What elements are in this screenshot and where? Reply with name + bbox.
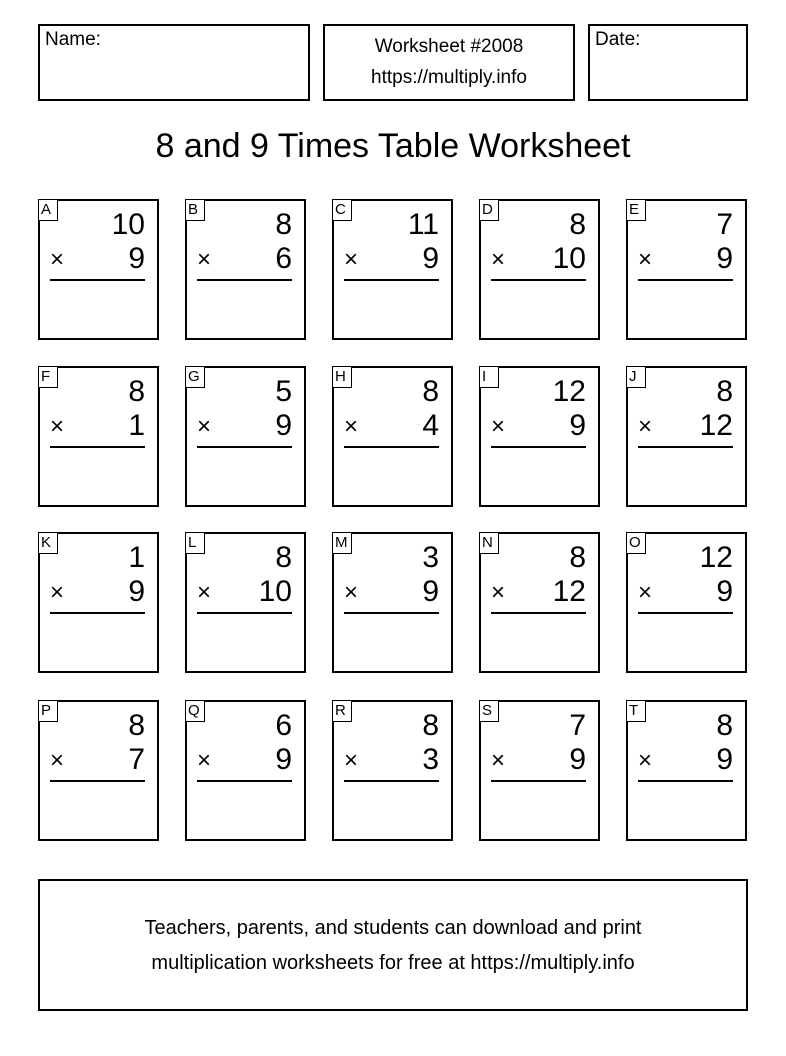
multiplier: 6 [275,242,292,275]
times-sign: × [344,747,359,774]
multiplier: 9 [422,242,439,275]
problem-card [38,532,159,673]
multiplier: 9 [422,575,439,608]
problem-card [185,532,306,673]
multiplicand: 6 [275,709,292,742]
problem-letter: L [185,532,205,554]
multiplicand: 10 [111,208,145,241]
multiplicand: 8 [275,541,292,574]
times-sign: × [50,246,65,273]
multiplicand: 5 [275,375,292,408]
answer-line [50,780,145,782]
multiplier: 9 [128,575,145,608]
problem-letter: T [626,700,646,722]
problem-card [626,700,747,841]
answer-line [50,612,145,614]
multiplicand: 8 [128,375,145,408]
answer-line [50,446,145,448]
answer-line [638,612,733,614]
problem-card [332,532,453,673]
worksheet-url: https://multiply.info [371,67,527,88]
multiplicand: 8 [569,541,586,574]
answer-line [491,446,586,448]
times-sign: × [638,246,653,273]
problem-card [626,366,747,507]
multiplicand: 7 [569,709,586,742]
times-sign: × [638,747,653,774]
times-sign: × [491,413,506,440]
problem-card [479,199,600,340]
times-sign: × [197,579,212,606]
problem-letter: C [332,199,352,221]
problem-letter: E [626,199,646,221]
multiplier: 9 [569,409,586,442]
answer-line [344,279,439,281]
times-sign: × [344,246,359,273]
multiplier: 9 [716,242,733,275]
multiplicand: 12 [552,375,586,408]
answer-line [197,446,292,448]
answer-line [50,279,145,281]
problem-letter: Q [185,700,205,722]
times-sign: × [50,413,65,440]
multiplier: 10 [258,575,292,608]
multiplicand: 11 [407,208,439,241]
answer-line [638,279,733,281]
answer-line [638,780,733,782]
problem-card [332,700,453,841]
answer-line [197,780,292,782]
answer-line [638,446,733,448]
problem-card [332,366,453,507]
problem-letter: H [332,366,352,388]
answer-line [344,780,439,782]
problem-card [38,366,159,507]
problem-card [626,532,747,673]
multiplier: 3 [422,743,439,776]
multiplier: 9 [716,575,733,608]
answer-line [491,780,586,782]
times-sign: × [197,747,212,774]
footer-box [38,879,748,1011]
problem-letter: D [479,199,499,221]
problem-letter: B [185,199,205,221]
answer-line [344,612,439,614]
problem-letter: A [38,199,58,221]
times-sign: × [50,747,65,774]
answer-line [197,279,292,281]
multiplier: 10 [552,242,586,275]
times-sign: × [638,413,653,440]
problem-letter: K [38,532,58,554]
problem-card [479,532,600,673]
times-sign: × [491,579,506,606]
times-sign: × [491,246,506,273]
name-label: Name: [45,29,101,50]
multiplicand: 12 [699,541,733,574]
problem-letter: J [626,366,646,388]
problem-letter: O [626,532,646,554]
problem-card [38,199,159,340]
multiplier: 9 [275,743,292,776]
problem-card [185,199,306,340]
date-label: Date: [595,29,641,50]
problem-card [332,199,453,340]
answer-line [344,446,439,448]
multiplier: 9 [128,242,145,275]
multiplier: 1 [128,409,145,442]
multiplier: 12 [699,409,733,442]
multiplicand: 8 [716,709,733,742]
problem-letter: N [479,532,499,554]
problem-letter: G [185,366,205,388]
problem-card [38,700,159,841]
multiplier: 12 [552,575,586,608]
times-sign: × [50,579,65,606]
problem-card [185,366,306,507]
answer-line [197,612,292,614]
problem-letter: F [38,366,58,388]
problem-card [479,700,600,841]
times-sign: × [197,413,212,440]
multiplicand: 8 [422,709,439,742]
problem-card [479,366,600,507]
multiplicand: 8 [128,709,145,742]
problem-letter: R [332,700,352,722]
multiplicand: 8 [422,375,439,408]
multiplier: 7 [128,743,145,776]
multiplicand: 8 [716,375,733,408]
problem-card [626,199,747,340]
multiplicand: 3 [422,541,439,574]
answer-line [491,612,586,614]
multiplicand: 8 [275,208,292,241]
times-sign: × [638,579,653,606]
multiplier: 9 [716,743,733,776]
footer-line-2: multiplication worksheets for free at https://multiply.info [151,952,635,974]
times-sign: × [344,413,359,440]
problem-card [185,700,306,841]
problem-letter: I [479,366,499,388]
answer-line [491,279,586,281]
problem-letter: P [38,700,58,722]
times-sign: × [344,579,359,606]
worksheet-number: Worksheet #2008 [374,36,524,57]
page-title: 8 and 9 Times Table Worksheet [155,127,631,165]
times-sign: × [491,747,506,774]
footer-line-1: Teachers, parents, and students can download and print [144,917,642,939]
multiplicand: 1 [128,541,145,574]
multiplier: 4 [422,409,439,442]
multiplier: 9 [275,409,292,442]
problem-letter: M [332,532,352,554]
multiplicand: 7 [716,208,733,241]
multiplier: 9 [569,743,586,776]
multiplicand: 8 [569,208,586,241]
problem-letter: S [479,700,499,722]
times-sign: × [197,246,212,273]
